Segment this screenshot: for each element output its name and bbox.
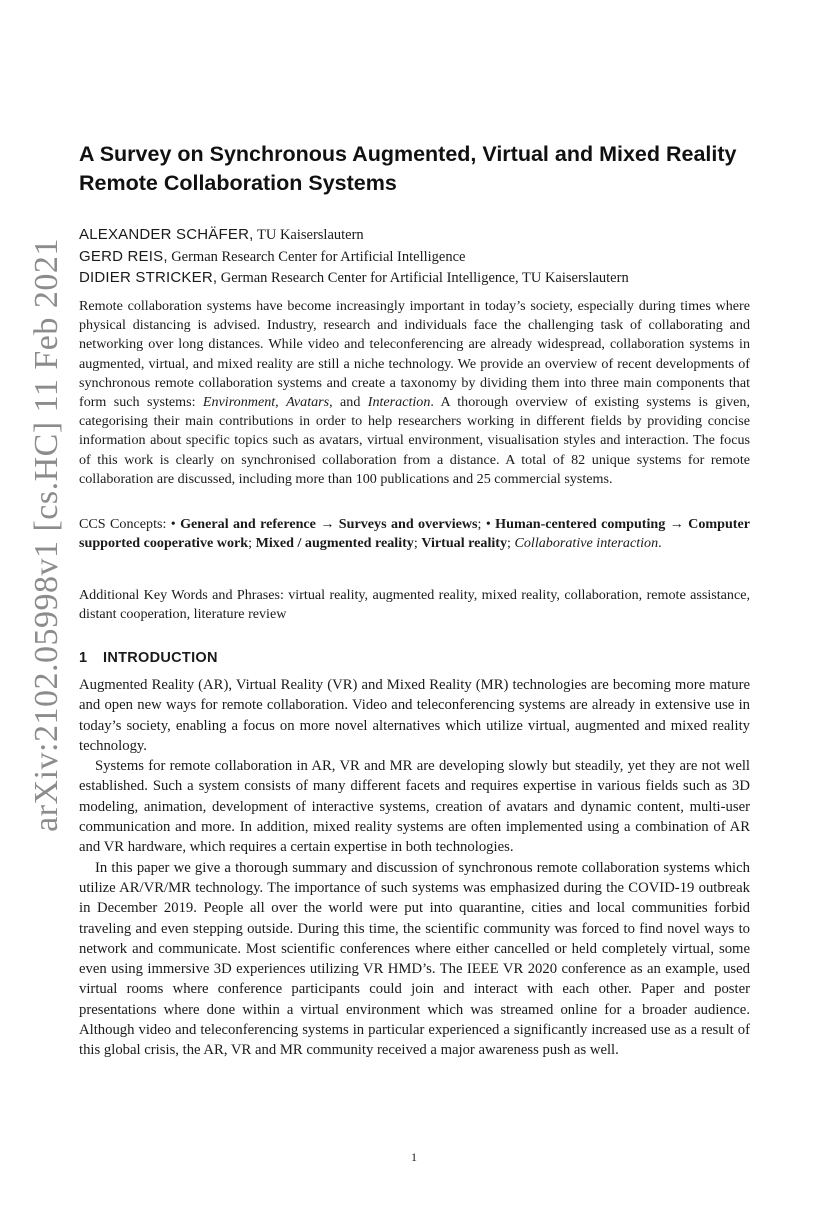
paper-title: A Survey on Synchronous Augmented, Virtual and Mixed Reality Remote Collaboration Systems xyxy=(79,142,737,195)
abstract-text: . A thorough overview of existing systems is given, categorising their main contributions in order to help researchers working in different fields by providing concise information about specific topics such as avatars, virtual environment, visualisation styles and interaction. The focus of this work is clearly on synchronised collaboration from a distance. A total of 82 unique systems for remote collaboration are discussed, including more than 100 publications and 25 commercial systems. xyxy=(79,394,751,487)
author-entry xyxy=(79,247,769,269)
author-name: DIDIER STRICKER, xyxy=(79,269,218,286)
section-heading xyxy=(79,650,218,666)
author-affiliation: German Research Center for Artificial Intelligence, TU Kaiserslautern xyxy=(220,270,629,286)
paragraph: Systems for remote collaboration in AR, VR and MR are developing slowly but steadily, yet they are not well established. Such a system consists of many different facets and requires expertise in various fields such as 3D modeling, animation, development of interactive systems, creation of avatars and dynamic content, multi-user communication and more. In addition, mixed reality systems are often implemented using a combination of AR and VR hardware, which requires a certain expertise in both technologies. xyxy=(79,758,750,856)
abstract-term: Environment xyxy=(202,394,276,411)
ccs-concepts xyxy=(79,515,750,553)
ccs-concept: Human-centered computing xyxy=(495,516,666,532)
author-entry xyxy=(79,268,769,290)
arxiv-identifier[interactable]: arXiv:2102.05998v1 [cs.HC] 11 Feb 2021 xyxy=(28,238,65,832)
ccs-label: CCS Concepts: • xyxy=(79,516,181,532)
author-name: ALEXANDER SCHÄFER, xyxy=(79,226,254,243)
ccs-concept: General and reference xyxy=(180,516,316,532)
section-number: 1 xyxy=(79,650,88,666)
introduction-body xyxy=(79,675,750,1061)
ccs-separator: ; • xyxy=(477,516,496,532)
abstract-term: Interaction xyxy=(367,394,431,411)
abstract xyxy=(79,297,750,489)
abstract-separator: , and xyxy=(329,394,368,411)
ccs-separator: ; xyxy=(413,535,422,552)
author-affiliation: TU Kaiserslautern xyxy=(256,227,364,243)
paragraph: In this paper we give a thorough summary and discussion of synchronous remote collaboration systems which utilize AR/VR/MR technology. The importance of such systems was emphasized during the COVID-19 outbreak in December 2019. People all over the world were put into quarantine, cities and local communities forbid traveling and even stepping outside. During this time, the scientific community was forced to find novel ways to network and communicate. Most scientific conferences where either cancelled or held completely virtual, some even using immersive 3D experiences utilizing VR HMD’s. The IEEE VR 2020 conference as an example, used virtual rooms where conference participants could join and interact with each other. Paper and poster presentations where done within a virtual environment which was streamed online for a broader audience. Although video and teleconferencing systems in particular experienced a significantly increased use as a result of this global crisis, the AR, VR and MR community received a major awareness push as well. xyxy=(79,859,750,1059)
ccs-concept: Computer supported cooperative work xyxy=(79,516,750,552)
ccs-arrow: → xyxy=(665,516,689,532)
author-entry xyxy=(79,225,769,247)
ccs-end: . xyxy=(658,535,662,552)
ccs-arrow: → xyxy=(315,516,339,532)
abstract-term: Avatars xyxy=(286,394,330,411)
abstract-separator: , xyxy=(275,394,287,411)
section-title: INTRODUCTION xyxy=(103,650,218,666)
ccs-separator: ; xyxy=(248,535,256,552)
paragraph: Augmented Reality (AR), Virtual Reality (VR) and Mixed Reality (MR) technologies are becoming more mature and open new ways for remote collaboration. Video and teleconferencing systems are already in extensive use in today’s society, enabling a focus on more novel alternatives which utilize virtual, augmented and mixed reality technology. xyxy=(79,677,750,754)
page-number: 1 xyxy=(411,1150,417,1164)
ccs-separator: ; xyxy=(507,535,515,552)
author-list xyxy=(79,225,769,290)
abstract-text: Remote collaboration systems have become increasingly important in today’s society, especially during times where physical distancing is advised. Industry, research and individuals face the challenging task of collaborating and networking over long distances. While video and teleconferencing are already widespread, collaboration systems in augmented, virtual, and mixed reality are still a niche technology. We provide an overview of recent developments of synchronous remote collaboration systems and create a taxonomy by dividing them into three main components that form such systems: xyxy=(79,298,750,411)
ccs-concept: Mixed / augmented reality xyxy=(255,535,414,552)
author-affiliation: German Research Center for Artificial Intelligence xyxy=(171,248,466,265)
ccs-concept: Virtual reality xyxy=(421,535,508,552)
keywords: Additional Key Words and Phrases: virtual reality, augmented reality, mixed reality, collaboration, remote assistance, distant cooperation, literature review xyxy=(79,587,750,623)
ccs-concept: Surveys and overviews xyxy=(338,516,478,532)
author-name: GERD REIS, xyxy=(79,247,168,265)
ccs-concept: Collaborative interaction xyxy=(514,535,659,552)
